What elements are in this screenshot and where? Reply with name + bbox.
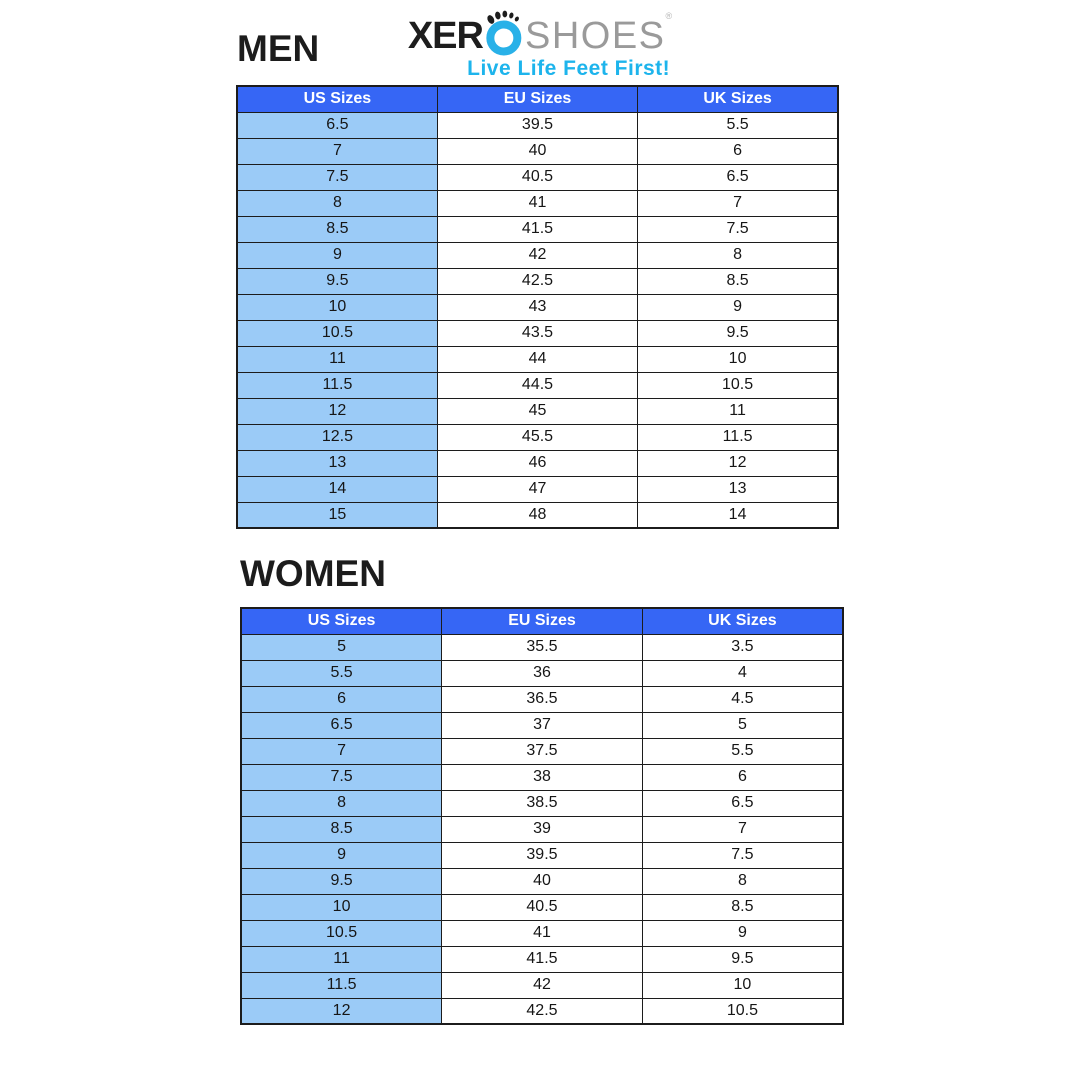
eu-size-cell: 39 — [442, 816, 643, 842]
us-size-cell: 11 — [241, 946, 442, 972]
logo-text-shoes: SHOES — [524, 15, 666, 57]
eu-size-cell: 37 — [442, 712, 643, 738]
eu-size-cell: 48 — [437, 502, 637, 528]
uk-size-cell: 12 — [638, 450, 838, 476]
header-row — [241, 608, 843, 634]
men-size-table — [236, 85, 839, 529]
table-row — [241, 738, 843, 764]
us-size-cell: 13 — [237, 450, 437, 476]
us-size-cell: 5 — [241, 634, 442, 660]
us-size-cell: 14 — [237, 476, 437, 502]
uk-size-cell: 9 — [642, 920, 843, 946]
us-size-cell: 9 — [237, 242, 437, 268]
table-row — [237, 138, 838, 164]
column-header: EU Sizes — [437, 86, 637, 112]
eu-size-cell: 40 — [442, 868, 643, 894]
us-size-cell: 12 — [237, 398, 437, 424]
eu-size-cell: 45 — [437, 398, 637, 424]
eu-size-cell: 36 — [442, 660, 643, 686]
table-row — [237, 216, 838, 242]
us-size-cell: 9.5 — [241, 868, 442, 894]
brand-logo-line — [408, 10, 672, 55]
uk-size-cell: 13 — [638, 476, 838, 502]
eu-size-cell: 40 — [437, 138, 637, 164]
uk-size-cell: 9.5 — [638, 320, 838, 346]
eu-size-cell: 41 — [437, 190, 637, 216]
eu-size-cell: 44 — [437, 346, 637, 372]
table-row — [241, 842, 843, 868]
eu-size-cell: 46 — [437, 450, 637, 476]
us-size-cell: 8.5 — [237, 216, 437, 242]
us-size-cell: 12 — [241, 998, 442, 1024]
column-header: US Sizes — [237, 86, 437, 112]
eu-size-cell: 42.5 — [442, 998, 643, 1024]
brand-tagline: Live Life Feet First! — [467, 57, 671, 80]
column-header: UK Sizes — [638, 86, 838, 112]
eu-size-cell: 35.5 — [442, 634, 643, 660]
table-row — [241, 946, 843, 972]
us-size-cell: 11.5 — [237, 372, 437, 398]
uk-size-cell: 10.5 — [638, 372, 838, 398]
uk-size-cell: 8.5 — [642, 894, 843, 920]
uk-size-cell: 11 — [638, 398, 838, 424]
table-row — [237, 320, 838, 346]
us-size-cell: 8.5 — [241, 816, 442, 842]
table-row — [241, 920, 843, 946]
eu-size-cell: 37.5 — [442, 738, 643, 764]
eu-size-cell: 39.5 — [442, 842, 643, 868]
women-size-table — [240, 607, 844, 1025]
column-header: UK Sizes — [642, 608, 843, 634]
eu-size-cell: 39.5 — [437, 112, 637, 138]
table-row — [237, 242, 838, 268]
uk-size-cell: 5 — [642, 712, 843, 738]
us-size-cell: 10.5 — [241, 920, 442, 946]
table-row — [237, 164, 838, 190]
uk-size-cell: 4 — [642, 660, 843, 686]
eu-size-cell: 42 — [442, 972, 643, 998]
eu-size-cell: 38 — [442, 764, 643, 790]
eu-size-cell: 47 — [437, 476, 637, 502]
table-row — [241, 868, 843, 894]
table-row — [241, 894, 843, 920]
uk-size-cell: 14 — [638, 502, 838, 528]
us-size-cell: 10 — [241, 894, 442, 920]
men-section-title: MEN — [237, 28, 320, 69]
eu-size-cell: 40.5 — [437, 164, 637, 190]
eu-size-cell: 41.5 — [437, 216, 637, 242]
us-size-cell: 6 — [241, 686, 442, 712]
us-size-cell: 7.5 — [237, 164, 437, 190]
eu-size-cell: 42.5 — [437, 268, 637, 294]
eu-size-cell: 45.5 — [437, 424, 637, 450]
us-size-cell: 15 — [237, 502, 437, 528]
us-size-cell: 9.5 — [237, 268, 437, 294]
eu-size-cell: 43.5 — [437, 320, 637, 346]
us-size-cell: 7.5 — [241, 764, 442, 790]
us-size-cell: 11 — [237, 346, 437, 372]
uk-size-cell: 3.5 — [642, 634, 843, 660]
table-row — [241, 712, 843, 738]
table-row — [237, 268, 838, 294]
uk-size-cell: 5.5 — [642, 738, 843, 764]
eu-size-cell: 40.5 — [442, 894, 643, 920]
table-row — [241, 998, 843, 1024]
brand-logo — [408, 10, 672, 81]
foot-print-o-icon — [484, 10, 524, 56]
us-size-cell: 5.5 — [241, 660, 442, 686]
uk-size-cell: 7.5 — [642, 842, 843, 868]
uk-size-cell: 7 — [638, 190, 838, 216]
us-size-cell: 12.5 — [237, 424, 437, 450]
eu-size-cell: 42 — [437, 242, 637, 268]
header-row — [237, 86, 838, 112]
table-row — [241, 764, 843, 790]
uk-size-cell: 6.5 — [642, 790, 843, 816]
table-row — [237, 398, 838, 424]
uk-size-cell: 11.5 — [638, 424, 838, 450]
table-row — [241, 660, 843, 686]
table-row — [241, 816, 843, 842]
table-row — [237, 450, 838, 476]
uk-size-cell: 6 — [638, 138, 838, 164]
uk-size-cell: 7.5 — [638, 216, 838, 242]
table-row — [237, 476, 838, 502]
us-size-cell: 7 — [237, 138, 437, 164]
eu-size-cell: 36.5 — [442, 686, 643, 712]
us-size-cell: 11.5 — [241, 972, 442, 998]
us-size-cell: 7 — [241, 738, 442, 764]
eu-size-cell: 41.5 — [442, 946, 643, 972]
uk-size-cell: 9.5 — [642, 946, 843, 972]
table-row — [241, 634, 843, 660]
uk-size-cell: 5.5 — [638, 112, 838, 138]
us-size-cell: 9 — [241, 842, 442, 868]
uk-size-cell: 8.5 — [638, 268, 838, 294]
us-size-cell: 8 — [241, 790, 442, 816]
us-size-cell: 10 — [237, 294, 437, 320]
uk-size-cell: 8 — [642, 868, 843, 894]
logo-text-xer: XER — [407, 15, 483, 57]
uk-size-cell: 7 — [642, 816, 843, 842]
uk-size-cell: 9 — [638, 294, 838, 320]
table-row — [237, 190, 838, 216]
registered-mark: ® — [665, 11, 673, 21]
eu-size-cell: 44.5 — [437, 372, 637, 398]
table-row — [241, 686, 843, 712]
uk-size-cell: 4.5 — [642, 686, 843, 712]
table-row — [237, 372, 838, 398]
uk-size-cell: 10 — [642, 972, 843, 998]
us-size-cell: 6.5 — [237, 112, 437, 138]
table-row — [237, 112, 838, 138]
us-size-cell: 10.5 — [237, 320, 437, 346]
table-row — [241, 972, 843, 998]
women-section-title: WOMEN — [240, 553, 386, 594]
uk-size-cell: 6.5 — [638, 164, 838, 190]
uk-size-cell: 10.5 — [642, 998, 843, 1024]
column-header: EU Sizes — [442, 608, 643, 634]
eu-size-cell: 41 — [442, 920, 643, 946]
us-size-cell: 6.5 — [241, 712, 442, 738]
eu-size-cell: 38.5 — [442, 790, 643, 816]
table-row — [241, 790, 843, 816]
uk-size-cell: 6 — [642, 764, 843, 790]
table-row — [237, 294, 838, 320]
eu-size-cell: 43 — [437, 294, 637, 320]
uk-size-cell: 8 — [638, 242, 838, 268]
table-row — [237, 502, 838, 528]
table-row — [237, 346, 838, 372]
column-header: US Sizes — [241, 608, 442, 634]
table-row — [237, 424, 838, 450]
uk-size-cell: 10 — [638, 346, 838, 372]
us-size-cell: 8 — [237, 190, 437, 216]
